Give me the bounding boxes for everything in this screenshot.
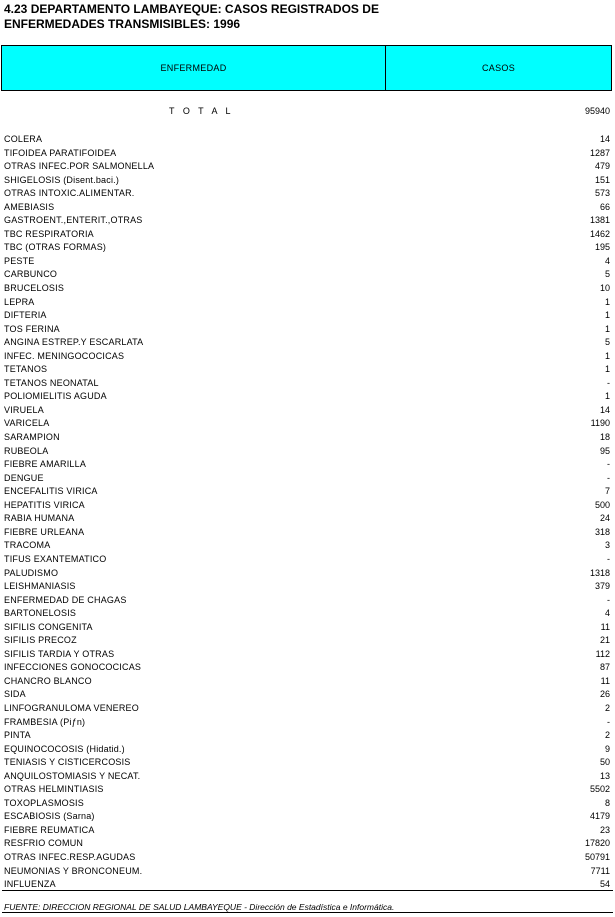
disease-name: SIFILIS PRECOZ [4, 635, 77, 646]
disease-name: SIDA [4, 689, 26, 700]
table-row [0, 431, 615, 445]
table-row [0, 147, 615, 161]
table-row [0, 282, 615, 296]
disease-name: LEISHMANIASIS [4, 581, 76, 592]
case-count: - [607, 594, 610, 605]
disease-name: OTRAS INFEC.POR SALMONELLA [4, 161, 155, 172]
disease-name: LINFOGRANULOMA VENEREO [4, 702, 139, 713]
disease-table-body [0, 133, 615, 892]
case-count: 1 [604, 323, 610, 334]
table-row [0, 770, 615, 784]
disease-name: POLIOMIELITIS AGUDA [4, 391, 107, 402]
table-row [0, 350, 615, 364]
case-count: 1 [604, 391, 610, 402]
header-casos: CASOS [481, 63, 515, 73]
table-row [0, 296, 615, 310]
table-row [0, 634, 615, 648]
table-row [0, 268, 615, 282]
table-row [0, 648, 615, 662]
disease-name: SIFILIS TARDIA Y OTRAS [4, 648, 115, 659]
table-header [1, 45, 612, 91]
table-row [0, 756, 615, 770]
table-row [0, 255, 615, 269]
disease-name: FIEBRE REUMATICA [4, 824, 95, 835]
disease-name: ENFERMEDAD DE CHAGAS [4, 594, 127, 605]
case-count: 151 [594, 174, 610, 185]
disease-name: SARAMPION [4, 432, 60, 443]
case-count: 26 [599, 689, 610, 700]
disease-name: PALUDISMO [4, 567, 59, 578]
disease-name: LEPRA [4, 296, 35, 307]
table-row [0, 485, 615, 499]
table-row [0, 512, 615, 526]
table-row [0, 810, 615, 824]
case-count: 5 [604, 269, 610, 280]
case-count: 1287 [589, 147, 610, 158]
table-row [0, 336, 615, 350]
case-count: 2 [604, 730, 610, 741]
case-count: 500 [594, 499, 610, 510]
table-row [0, 688, 615, 702]
table-row [0, 797, 615, 811]
disease-name: BARTONELOSIS [4, 608, 77, 619]
bottom-divider [2, 890, 613, 891]
disease-name: VIRUELA [4, 404, 44, 415]
disease-name: EQUINOCOCOSIS (Hidatid.) [4, 743, 125, 754]
disease-name: BRUCELOSIS [4, 283, 65, 294]
case-count: 1190 [590, 418, 610, 429]
case-count: 1 [604, 364, 610, 375]
total-label: T O T A L [169, 106, 234, 116]
case-count: 7711 [590, 865, 610, 876]
disease-name: INFEC. MENINGOCOCICAS [4, 350, 125, 361]
disease-name: RUBEOLA [4, 445, 49, 456]
disease-name: CARBUNCO [4, 269, 58, 280]
header-enfermedad: ENFERMEDAD [2, 46, 386, 90]
disease-name: CHANCRO BLANCO [4, 675, 92, 686]
case-count: 195 [594, 242, 610, 253]
disease-name: PINTA [4, 730, 31, 741]
disease-name: TIFUS EXANTEMATICO [4, 553, 107, 564]
table-row [0, 865, 615, 879]
disease-name: INFLUENZA [4, 879, 56, 890]
case-count: 479 [594, 161, 610, 172]
disease-name: TBC (OTRAS FORMAS) [4, 242, 107, 253]
disease-name: ENCEFALITIS VIRICA [4, 486, 98, 497]
case-count: 50791 [584, 851, 610, 862]
case-count: 4 [604, 255, 610, 266]
case-count: 13 [599, 770, 610, 781]
table-row [0, 445, 615, 459]
disease-name: GASTROENT.,ENTERIT.,OTRAS [4, 215, 143, 226]
total-value: 95940 [584, 106, 610, 116]
case-count: 87 [599, 662, 610, 673]
table-row [0, 390, 615, 404]
table-row [0, 716, 615, 730]
disease-name: TETANOS [4, 364, 48, 375]
table-row [0, 472, 615, 486]
case-count: 3 [604, 540, 610, 551]
case-count: - [607, 553, 610, 564]
table-row [0, 607, 615, 621]
case-count: 9 [604, 743, 610, 754]
disease-name: OTRAS INTOXIC.ALIMENTAR. [4, 188, 135, 199]
disease-name: DIFTERIA [4, 310, 47, 321]
case-count: 21 [599, 635, 610, 646]
table-row [0, 133, 615, 147]
source-footnote: FUENTE: DIRECCION REGIONAL DE SALUD LAMBAYEQUE - Dirección de Estadística e Informática. [4, 902, 395, 912]
case-count: 5502 [589, 784, 610, 795]
table-row [0, 783, 615, 797]
case-count: 5 [604, 337, 610, 348]
table-row [0, 458, 615, 472]
case-count: - [607, 377, 610, 388]
table-row [0, 214, 615, 228]
table-row [0, 417, 615, 431]
table-row [0, 837, 615, 851]
case-count: 18 [599, 432, 610, 443]
disease-name: COLERA [4, 134, 43, 144]
disease-name: ANGINA ESTREP.Y ESCARLATA [4, 337, 144, 348]
case-count: 1 [604, 310, 610, 321]
case-count: 50 [599, 757, 610, 768]
table-row [0, 363, 615, 377]
case-count: 573 [594, 188, 610, 199]
disease-name: INFECCIONES GONOCOCICAS [4, 662, 142, 673]
disease-name: FRAMBESIA (Piƒn) [4, 716, 86, 727]
case-count: 8 [604, 797, 610, 808]
table-row [0, 187, 615, 201]
case-count: 4 [604, 608, 610, 619]
table-row [0, 729, 615, 743]
case-count: 66 [599, 201, 610, 212]
table-row [0, 228, 615, 242]
disease-name: PESTE [4, 255, 35, 266]
disease-name: OTRAS HELMINTIASIS [4, 784, 104, 795]
total-row [0, 106, 615, 120]
footer-divider [2, 912, 613, 913]
disease-name: SIFILIS CONGENITA [4, 621, 93, 632]
disease-name: FIEBRE AMARILLA [4, 459, 87, 470]
disease-name: TBC RESPIRATORIA [4, 228, 94, 239]
disease-name: TENIASIS Y CISTICERCOSIS [4, 757, 131, 768]
case-count: 318 [594, 526, 610, 537]
table-row [0, 661, 615, 675]
case-count: 1 [604, 296, 610, 307]
case-count: 1 [604, 350, 610, 361]
case-count: 14 [599, 134, 610, 144]
disease-name: RESFRIO COMUN [4, 838, 84, 849]
case-count: 4179 [589, 811, 610, 822]
disease-name: FIEBRE URLEANA [4, 526, 85, 537]
table-row [0, 377, 615, 391]
disease-name: TIFOIDEA PARATIFOIDEA [4, 147, 117, 158]
table-row [0, 499, 615, 513]
table-row [0, 160, 615, 174]
table-row [0, 553, 615, 567]
case-count: - [607, 459, 610, 470]
disease-name: VARICELA [4, 418, 50, 429]
table-row [0, 675, 615, 689]
disease-name: TRACOMA [4, 540, 51, 551]
case-count: 11 [600, 621, 610, 632]
title-line-1: 4.23 DEPARTAMENTO LAMBAYEQUE: CASOS REGISTRADOS DE [4, 2, 379, 16]
table-row [0, 851, 615, 865]
table-row [0, 241, 615, 255]
table-row [0, 404, 615, 418]
case-count: 10 [599, 283, 610, 294]
case-count: 11 [600, 675, 610, 686]
table-row [0, 743, 615, 757]
case-count: 95 [599, 445, 610, 456]
case-count: 23 [599, 824, 610, 835]
disease-name: ANQUILOSTOMIASIS Y NECAT. [4, 770, 141, 781]
disease-name: SHIGELOSIS (Disent.baci.) [4, 174, 120, 185]
case-count: 54 [599, 879, 610, 890]
table-row [0, 539, 615, 553]
table-row [0, 323, 615, 337]
case-count: 379 [594, 581, 610, 592]
disease-name: TOS FERINA [4, 323, 60, 334]
table-title [4, 2, 379, 32]
case-count: 24 [599, 513, 610, 524]
disease-name: OTRAS INFEC.RESP.AGUDAS [4, 851, 136, 862]
disease-name: TOXOPLASMOSIS [4, 797, 84, 808]
title-line-2: ENFERMEDADES TRANSMISIBLES: 1996 [4, 17, 241, 31]
disease-name: AMEBIASIS [4, 201, 55, 212]
case-count: 14 [599, 404, 610, 415]
disease-name: DENGUE [4, 472, 44, 483]
case-count: 1381 [589, 215, 610, 226]
disease-name: NEUMONIAS Y BRONCONEUM. [4, 865, 143, 876]
table-row [0, 580, 615, 594]
case-count: 112 [595, 648, 610, 659]
disease-name: TETANOS NEONATAL [4, 377, 99, 388]
disease-name: RABIA HUMANA [4, 513, 75, 524]
case-count: 7 [604, 486, 610, 497]
case-count: 17820 [584, 838, 610, 849]
table-row [0, 621, 615, 635]
case-count: - [607, 716, 610, 727]
table-row [0, 174, 615, 188]
table-row [0, 702, 615, 716]
disease-name: ESCABIOSIS (Sarna) [4, 811, 95, 822]
table-row [0, 309, 615, 323]
disease-name: HEPATITIS VIRICA [4, 499, 85, 510]
table-row [0, 567, 615, 581]
table-row [0, 824, 615, 838]
table-row [0, 594, 615, 608]
case-count: - [607, 472, 610, 483]
case-count: 2 [604, 702, 610, 713]
case-count: 1318 [589, 567, 610, 578]
table-row [0, 201, 615, 215]
case-count: 1462 [589, 228, 610, 239]
table-row [0, 526, 615, 540]
